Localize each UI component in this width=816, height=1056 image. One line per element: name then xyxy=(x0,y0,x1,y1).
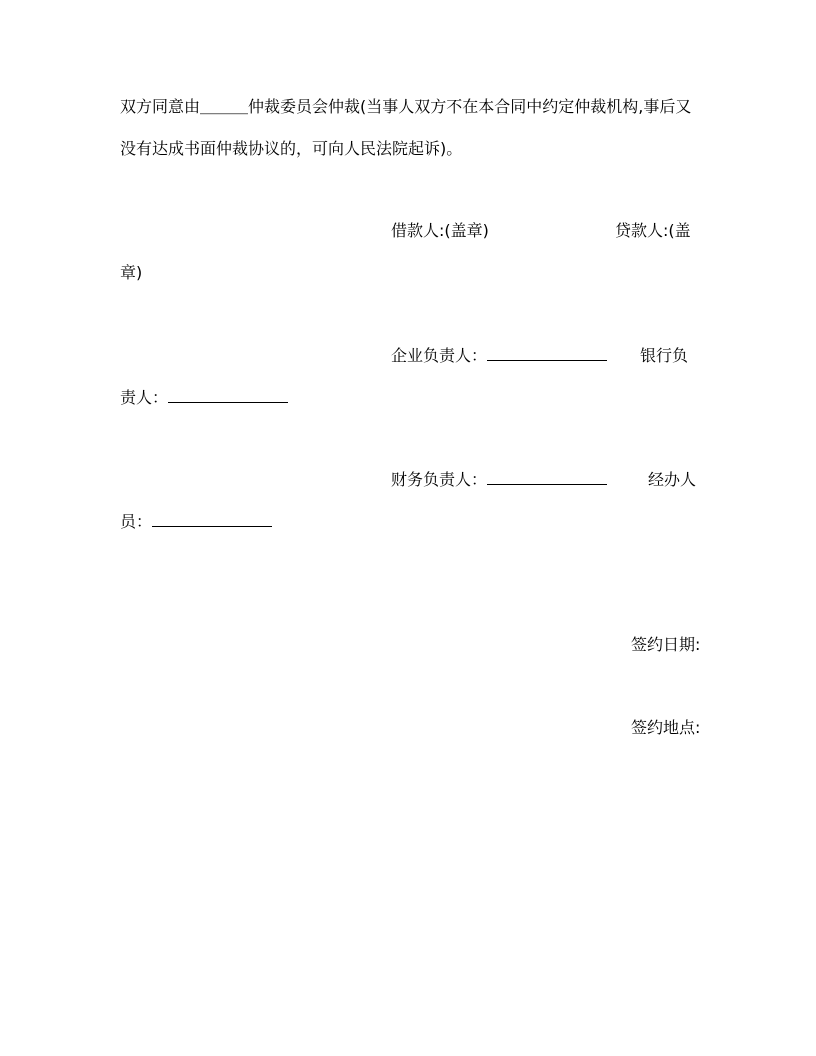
bank-head-blank[interactable] xyxy=(168,388,288,403)
borrower-signature xyxy=(391,221,489,241)
clause-line-1 xyxy=(120,97,691,117)
sign-date-label: 签约日期 xyxy=(631,635,696,654)
sign-place-suffix: : xyxy=(695,718,701,737)
sign-place-label: 签约地点 xyxy=(631,718,696,737)
lender-signature xyxy=(615,221,691,241)
handler-blank[interactable] xyxy=(152,512,272,527)
bank-head-label-continued: 责人： xyxy=(120,388,169,407)
sign-date-row xyxy=(631,635,700,655)
finance-head-row xyxy=(391,470,607,490)
lender-signature-continued xyxy=(120,263,142,283)
handler-label: 经办人 xyxy=(648,470,697,489)
enterprise-head-label: 企业负责人： xyxy=(391,346,488,365)
clause-line-2 xyxy=(120,139,462,159)
finance-head-blank[interactable] xyxy=(487,470,607,485)
bank-head-label: 银行负 xyxy=(640,346,689,365)
borrower-label: 借款人:(盖章) xyxy=(391,221,489,240)
clause-text-1: 双方同意由＿＿＿仲裁委员会仲裁(当事人双方不在本合同中约定仲裁机构,事后又 xyxy=(120,97,692,116)
sign-place-row xyxy=(631,718,700,738)
bank-head-row-continued xyxy=(120,388,288,408)
bank-head-row xyxy=(640,346,688,366)
finance-head-label: 财务负责人： xyxy=(391,470,488,489)
sign-date-suffix: : xyxy=(695,635,701,654)
handler-label-continued: 员： xyxy=(120,512,153,531)
clause-text-2: 没有达成书面仲裁协议的，可向人民法院起诉)。 xyxy=(120,139,463,158)
enterprise-head-blank[interactable] xyxy=(487,346,607,361)
lender-label: 贷款人:(盖 xyxy=(615,221,691,240)
handler-row-continued xyxy=(120,512,272,532)
enterprise-head-row xyxy=(391,346,607,366)
lender-label-continued: 章) xyxy=(120,263,143,282)
handler-row xyxy=(648,470,696,490)
